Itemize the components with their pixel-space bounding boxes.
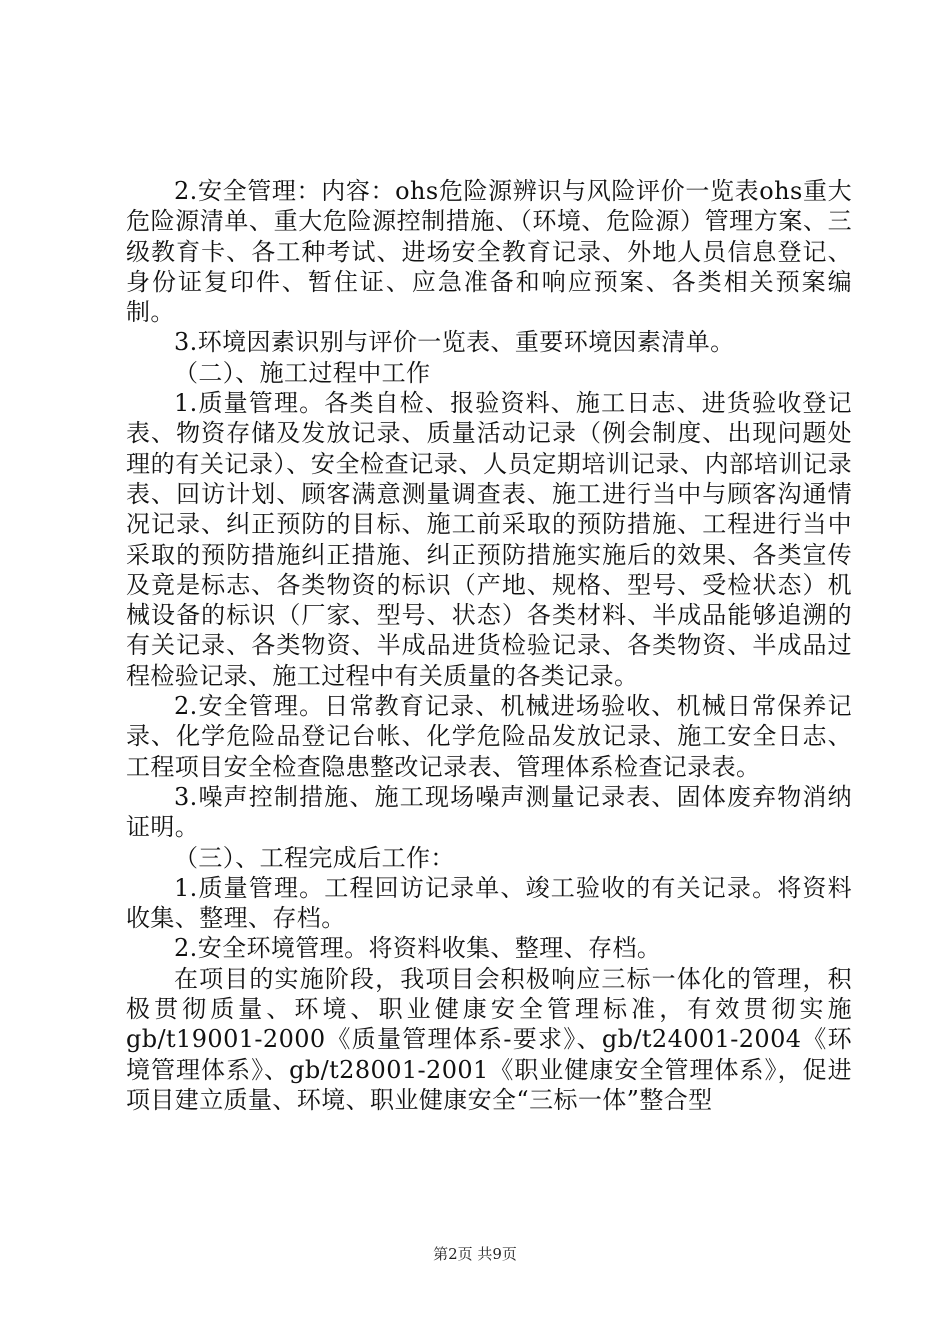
paragraph-environment-factors: 3.环境因素识别与评价一览表、重要环境因素清单。 (174, 328, 735, 357)
section-heading-during-construction: （二）、施工过程中工作 (174, 358, 431, 387)
paragraph-noise-control: 3.噪声控制措施、施工现场噪声测量记录表、固体废弃物消纳证明。 (126, 782, 852, 842)
page-footer (0, 1243, 950, 1264)
document-body (126, 176, 852, 1115)
paragraph-quality-management-completion: 1.质量管理。工程回访记录单、竣工验收的有关记录。将资料收集、整理、存档。 (126, 873, 852, 933)
paragraph-quality-management: 1.质量管理。各类自检、报验资料、施工日志、进货验收登记表、物资存储及发放记录、质量活动记录（例会制度、出现问题处理的有关记录）、安全检查记录、人员定期培训记录、内部培训记录表、回访计划、顾客满意测量调查表、施工进行当中与顾客沟通情况记录、纠正预防的目标、施工前采取的预防措施、工程进行当中采取的预防措施纠正措施、纠正预防措施实施后的效果、各类宣传及竟是标志、各类物资的标识（产地、规格、型号、受检状态）机械设备的标识（厂家、型号、状态）各类材料、半成品能够追溯的有关记录、各类物资、半成品进货检验记录、各类物资、半成品过程检验记录、施工过程中有关质量的各类记录。 (126, 389, 852, 690)
paragraph-safety-management-intro: 2.安全管理：内容：ohs危险源辨识与风险评价一览表ohs重大危险源清单、重大危险源控制措施、（环境、危险源）管理方案、三级教育卡、各工种考试、进场安全教育记录、外地人员信息登记、身份证复印件、暂住证、应急准备和响应预案、各类相关预案编制。 (126, 177, 852, 327)
paragraph-implementation-phase: 在项目的实施阶段，我项目会积极响应三标一体化的管理，积极贯彻质量、环境、职业健康安全管理标准，有效贯彻实施gb/t19001-2000《质量管理体系-要求》、gb/t24001-2004《环境管理体系》、gb/t28001-2001《职业健康安全管理体系》，促进项目建立质量、环境、职业健康安全“三标一体”整合型 (126, 964, 852, 1114)
paragraph-safety-management: 2.安全管理。日常教育记录、机械进场验收、机械日常保养记录、化学危险品登记台帐、化学危险品发放记录、施工安全日志、工程项目安全检查隐患整改记录表、管理体系检查记录表。 (126, 692, 852, 781)
section-heading-after-completion: （三）、工程完成后工作： (174, 843, 455, 872)
paragraph-safety-environment-management: 2.安全环境管理。将资料收集、整理、存档。 (174, 934, 662, 963)
page-number: 第2页 共9页 (433, 1245, 517, 1263)
